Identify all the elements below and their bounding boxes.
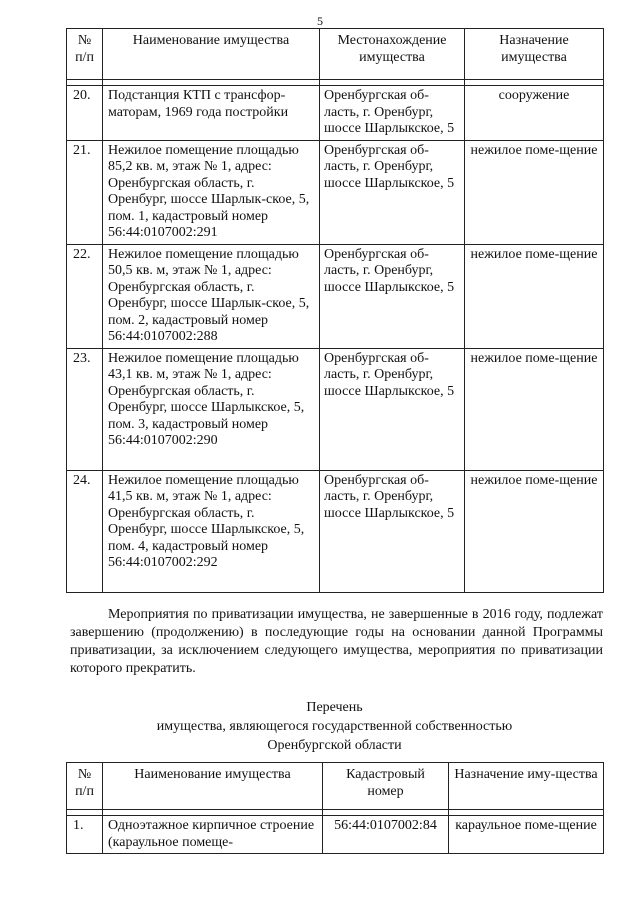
row-name: Нежилое помещение площадью 41,5 кв. м, этаж № 1, адрес: Оренбургская область, г. Оренбург, шоссе Шарлыкское, 5, пом. 4, кадастровый номер 56:44:0107002:292 xyxy=(103,470,320,592)
header-location: Местонахождение имущества xyxy=(320,29,465,80)
header-number: № п/п xyxy=(67,29,103,80)
row-purpose: караульное поме-щение xyxy=(449,816,604,854)
row-location: Оренбургская об-ласть, г. Оренбург, шоссе Шарлыкское, 5 xyxy=(320,86,465,141)
header-purpose: Назначение имущества xyxy=(465,29,604,80)
row-purpose: нежилое поме-щение xyxy=(465,348,604,470)
property-table xyxy=(66,28,604,593)
row-number: 20. xyxy=(67,86,103,141)
row-purpose: нежилое поме-щение xyxy=(465,140,604,244)
row-number: 21. xyxy=(67,140,103,244)
row-name: Подстанция КТП с трансфор-маторам, 1969 года постройки xyxy=(103,86,320,141)
row-name: Одноэтажное кирпичное строение (караульное помеще- xyxy=(103,816,323,854)
table-row xyxy=(67,86,604,141)
row-number: 1. xyxy=(67,816,103,854)
row-purpose: нежилое поме-щение xyxy=(465,470,604,592)
row-cadastral: 56:44:0107002:84 xyxy=(323,816,449,854)
page-number: 5 xyxy=(317,14,323,28)
row-location: Оренбургская об-ласть, г. Оренбург, шоссе Шарлыкское, 5 xyxy=(320,470,465,592)
row-number: 24. xyxy=(67,470,103,592)
table-row xyxy=(67,816,604,854)
row-number: 23. xyxy=(67,348,103,470)
row-location: Оренбургская об-ласть, г. Оренбург, шоссе Шарлыкское, 5 xyxy=(320,140,465,244)
list-title-line-1: Перечень xyxy=(306,700,363,715)
privatization-paragraph xyxy=(70,606,603,678)
row-purpose: сооружение xyxy=(465,86,604,141)
row-location: Оренбургская об-ласть, г. Оренбург, шоссе Шарлыкское, 5 xyxy=(320,244,465,348)
table-row xyxy=(67,244,604,348)
header-name: Наименование имущества xyxy=(103,763,323,810)
row-location: Оренбургская об-ласть, г. Оренбург, шоссе Шарлыкское, 5 xyxy=(320,348,465,470)
table-row xyxy=(67,140,604,244)
row-number: 22. xyxy=(67,244,103,348)
header-name: Наименование имущества xyxy=(103,29,320,80)
row-name: Нежилое помещение площадью 50,5 кв. м, этаж № 1, адрес: Оренбургская область, г. Оренбург, шоссе Шарлык-ское, 5, пом. 2, кадастровый номер 56:44:0107002:288 xyxy=(103,244,320,348)
list-title-line-2: имущества, являющегося государственной собственностью xyxy=(156,719,513,734)
paragraph-text: Мероприятия по приватизации имущества, не завершенные в 2016 году, подлежат завершению (продолжению) в последующие годы на основании данной Программы приватизации, за исключением следующего имущества, мероприятия по приватизации которого прекратить. xyxy=(70,607,603,676)
header-cadastral: Кадастровый номер xyxy=(323,763,449,810)
header-number: № п/п xyxy=(67,763,103,810)
list-title-line-3: Оренбургской области xyxy=(267,738,402,753)
table-header-row xyxy=(67,763,604,810)
state-property-table xyxy=(66,762,604,854)
row-purpose: нежилое поме-щение xyxy=(465,244,604,348)
table-row xyxy=(67,348,604,470)
table-header-row xyxy=(67,29,604,80)
row-name: Нежилое помещение площадью 85,2 кв. м, этаж № 1, адрес: Оренбургская область, г. Оренбург, шоссе Шарлык-ское, 5, пом. 1, кадастровый номер 56:44:0107002:291 xyxy=(103,140,320,244)
header-purpose: Назначение иму-щества xyxy=(449,763,604,810)
table-row xyxy=(67,470,604,592)
list-title xyxy=(66,698,603,755)
row-name: Нежилое помещение площадью 43,1 кв. м, этаж № 1, адрес: Оренбургская область, г. Оренбург, шоссе Шарлыкское, 5, пом. 3, кадастровый номер 56:44:0107002:290 xyxy=(103,348,320,470)
